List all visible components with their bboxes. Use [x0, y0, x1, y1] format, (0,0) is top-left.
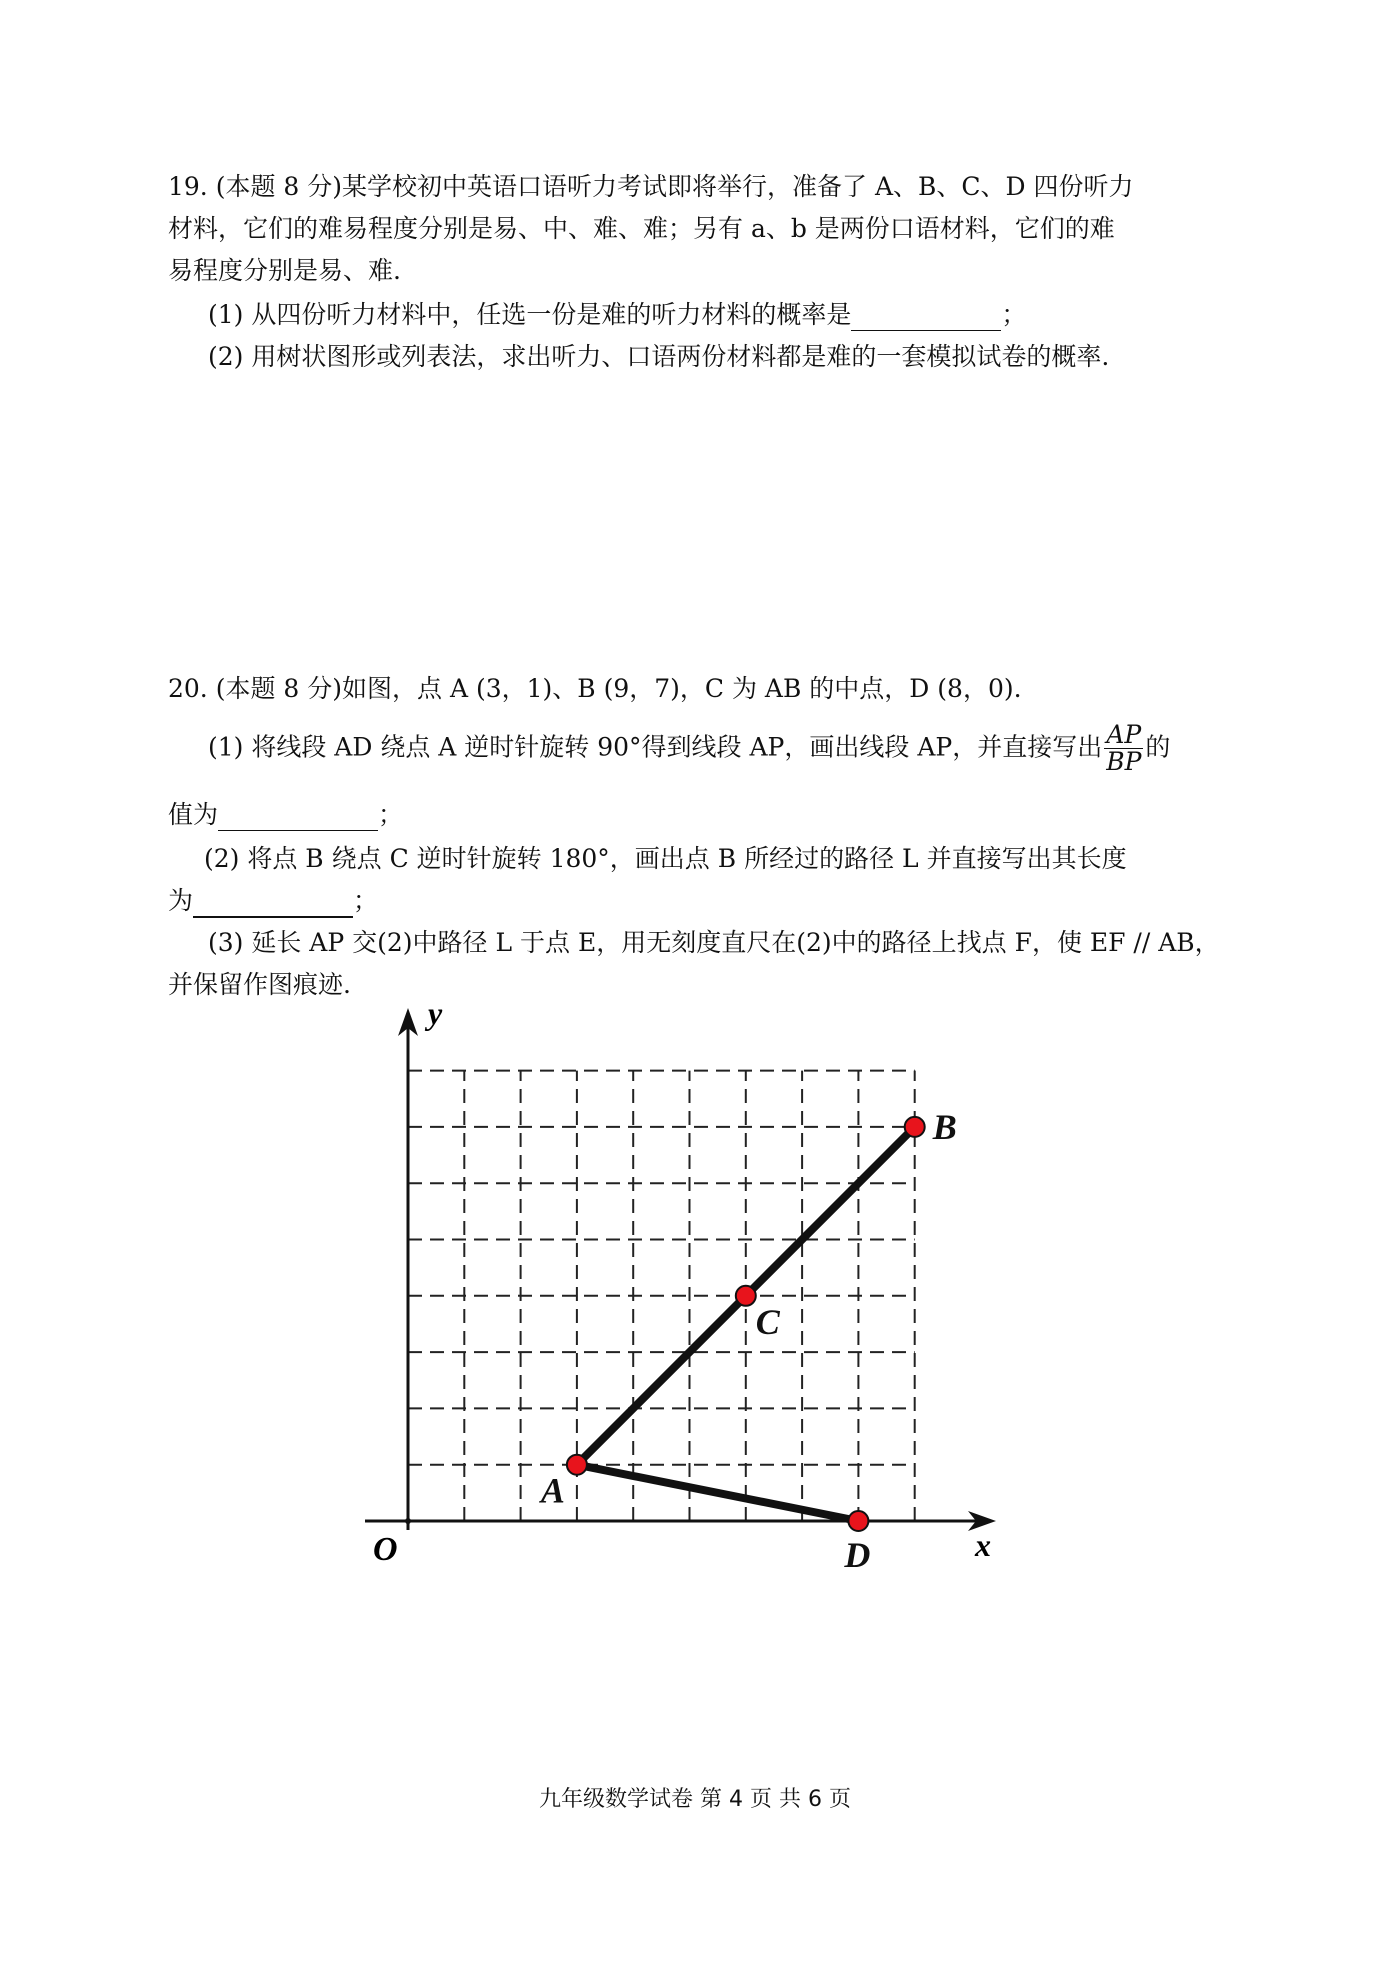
q19-part1-text: (1) 从四份听力材料中，任选一份是难的听力材料的概率是 [208, 300, 852, 329]
origin-label: O [373, 1531, 398, 1568]
points [539, 1107, 957, 1575]
page-footer: 九年级数学试卷 第 4 页 共 6 页 [539, 1787, 851, 1812]
fraction-numerator: AP [1104, 722, 1143, 749]
q19-line3: 易程度分别是易、难. [168, 256, 401, 285]
point-label-c: C [755, 1301, 780, 1342]
q20-part3-line2: 并保留作图痕迹. [168, 970, 351, 999]
q19-line1: 19. (本题 8 分)某学校初中英语口语听力考试即将举行，准备了 A、B、C、D 四份听力 [168, 172, 1134, 201]
fraction-denominator: BP [1106, 747, 1142, 777]
q19-line2: 材料，它们的难易程度分别是易、中、难、难；另有 a、b 是两份口语材料，它们的难 [168, 214, 1115, 243]
q20-part1-line2-prefix: 值为 [168, 800, 219, 829]
q20-part2-line1: (2) 将点 B 绕点 C 逆时针旋转 180°，画出点 B 所经过的路径 L 并直接写出其长度 [204, 844, 1127, 873]
point-a [567, 1455, 587, 1475]
grid [408, 1071, 915, 1521]
q20-part2-line2-suffix: ； [353, 886, 379, 915]
q19-part2: (2) 用树状图形或列表法，求出听力、口语两份材料都是难的一套模拟试卷的概率. [208, 342, 1110, 371]
point-d [848, 1511, 868, 1531]
point-label-d: D [844, 1535, 871, 1575]
q20-part2-line2-prefix: 为 [168, 886, 194, 915]
segment-ad [577, 1465, 859, 1521]
q20-part1-text: (1) 将线段 AD 绕点 A 逆时针旋转 90°得到线段 AP，画出线段 AP，并直接写出 [208, 732, 1103, 762]
point-label-b: B [932, 1106, 957, 1147]
origin-dot [405, 1518, 411, 1524]
point-label-a: A [540, 1470, 565, 1511]
q19-part1-suffix: ； [1001, 300, 1027, 329]
y-axis-label: y [428, 995, 443, 1031]
q20-part1-line2-suffix: ； [378, 800, 404, 829]
q20-part1-after-frac: 的 [1145, 732, 1171, 762]
q20-line1: 20. (本题 8 分)如图，点 A (3，1)、B (9，7)，C 为 AB 的中点，D (8，0). [168, 674, 1022, 703]
x-axis-label: x [975, 1527, 991, 1563]
point-b [905, 1117, 925, 1137]
q20-part3-line1: (3) 延长 AP 交(2)中路径 L 于点 E，用无刻度直尺在(2)中的路径上找点 F，使 EF // AB， [208, 928, 1220, 957]
point-c [736, 1286, 756, 1306]
